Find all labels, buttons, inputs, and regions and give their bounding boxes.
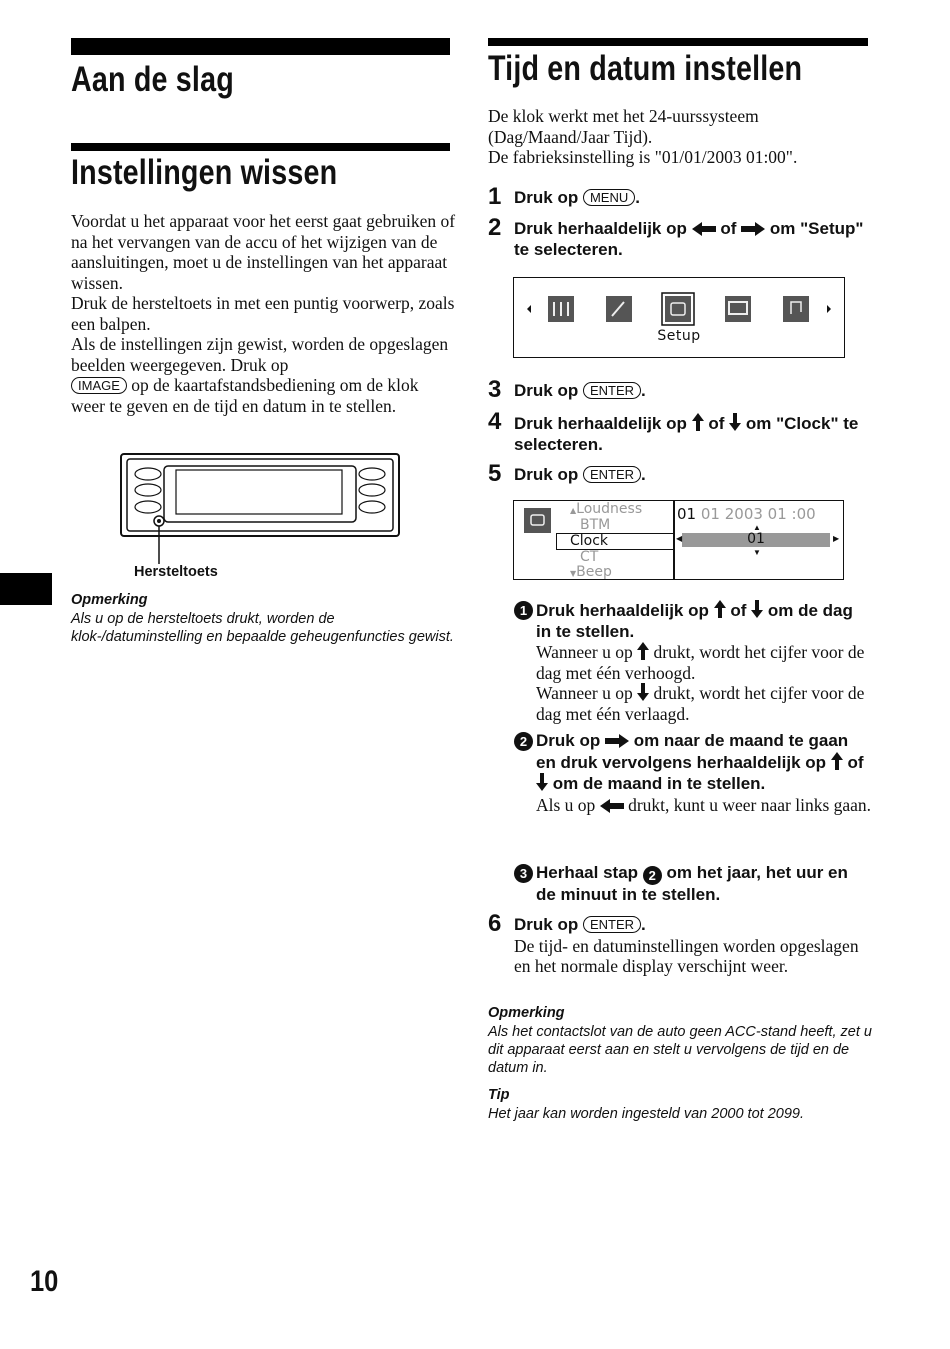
arrow-up-icon [637,642,649,660]
down-indicator-icon: ▼ [753,548,761,557]
right-indicator-icon: ▶ [833,534,840,543]
heading-rule [71,38,450,55]
tip-title: Tip [488,1087,510,1103]
step-ref-badge: 2 [643,866,662,885]
step-number: 1 [488,183,502,210]
step-number: 6 [488,910,502,937]
section-title: Tijd en datum instellen [488,49,803,88]
arrow-left-icon [692,222,716,236]
menu-label: Setup [657,328,701,344]
arrow-down-icon [536,773,548,791]
menu-item: CT [580,549,599,565]
date-display: 01 01 2003 01 :00 [677,505,816,523]
substep-body: Als u op drukt, kunt u weer naar links gaan. [536,794,872,815]
arrow-down-icon [637,683,649,701]
paragraph: Voordat u het apparaat voor het eerst gaat gebruiken of na het vervangen van de accu of het wijzigen van de aansluitingen, moet u de instellingen van het apparaat wissen. [71,211,456,293]
subsection-title: Instellingen wissen [71,153,338,192]
arrow-down-icon [751,600,763,618]
note-title: Opmerking [71,592,148,608]
paragraph: Als de instellingen zijn gewist, worden de opgeslagen beelden weergegeven. Druk op IMAGE op de kaartafstandsbediening om de klok weer te geven en de tijd en datum in te stellen. [71,334,449,416]
arrow-up-icon [692,413,704,431]
figure-label: Hersteltoets [134,564,218,580]
enter-key: ENTER [583,466,641,483]
section-tab-marker [0,573,52,605]
arrow-right-icon [741,222,765,236]
step-number: 2 [488,214,502,241]
head-unit-illustration [118,452,404,572]
section-title: Aan de slag [71,60,234,99]
arrow-down-icon [729,413,741,431]
heading-rule [71,143,450,151]
intro-text [488,106,863,168]
menu-screen-graphic [514,278,844,357]
heading-rule [488,38,868,46]
paragraph: De klok werkt met het 24-uurssysteem (Dag/Maand/Jaar Tijd). [488,106,759,147]
menu-item: ▼Beep [570,564,612,580]
menu-screen [513,277,845,358]
page-number: 10 [30,1265,59,1298]
arrow-right-icon [605,734,629,748]
menu-item: ▲Loudness [570,501,643,517]
enter-key: ENTER [583,916,641,933]
arrow-up-icon [831,752,843,770]
value-display: 01 [747,531,765,547]
image-key: IMAGE [71,377,127,394]
step-number: 4 [488,408,502,435]
substep-number: 3 [514,864,533,883]
menu-list [570,502,675,581]
step-number: 3 [488,376,502,403]
menu-item: BTM [580,517,611,533]
intro-text [71,211,456,416]
paragraph: De fabrieksinstelling is "01/01/2003 01:00". [488,147,798,167]
substep-body: Wanneer u op drukt, wordt het cijfer voor de dag met één verhoogd. Wanneer u op drukt, wordt het cijfer voor de dag met één verlaagd. [536,642,865,724]
substep-number: 1 [514,601,533,620]
step-number: 5 [488,460,502,487]
left-indicator-icon: ◀ [676,534,683,543]
tip-body: Het jaar kan worden ingesteld van 2000 tot 2099. [488,1106,804,1122]
note-title: Opmerking [488,1005,565,1021]
note-body: Als het contactslot van de auto geen ACC-stand heeft, zet u dit apparaat eerst aan en stelt u vervolgens de tijd en de datum in. [488,1024,872,1076]
clock-screen [513,500,844,580]
up-indicator-icon: ▲ [753,523,761,532]
note-body: Als u op de hersteltoets drukt, worden de klok-/datuminstelling en bepaalde geheugenfuncties gewist. [71,611,454,645]
setup-glyph-icon [530,514,545,526]
menu-item-selected: Clock [556,533,675,550]
paragraph: Druk de hersteltoets in met een puntig voorwerp, zoals een balpen. [71,293,455,334]
arrow-up-icon [714,600,726,618]
step-body: De tijd- en datuminstellingen worden opgeslagen en het normale display verschijnt weer. [514,935,859,976]
arrow-left-icon [600,799,624,813]
substep-number: 2 [514,732,533,751]
menu-key: MENU [583,189,635,206]
enter-key: ENTER [583,382,641,399]
